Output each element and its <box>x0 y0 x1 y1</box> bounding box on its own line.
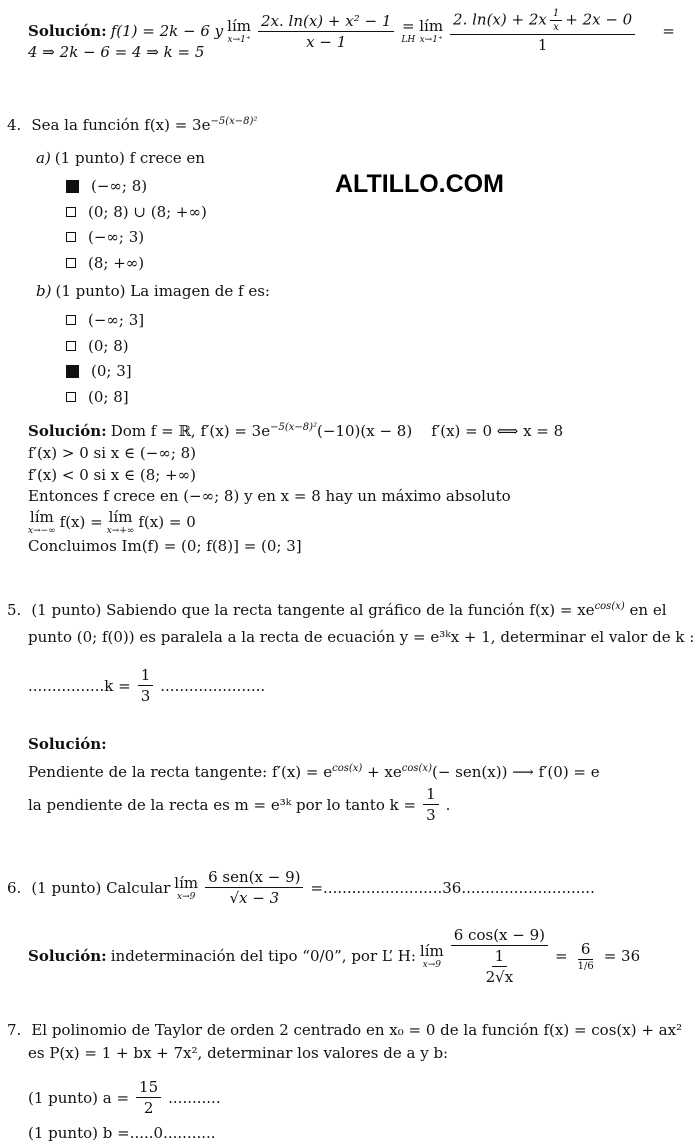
lim: lím <box>29 508 54 526</box>
q-number: 4. <box>7 116 22 134</box>
option-text: (−∞; 3] <box>88 311 145 329</box>
unchecked-box-icon[interactable] <box>66 258 76 268</box>
option-text: (−∞; 8) <box>91 177 148 195</box>
q7-line2: es P(x) = 1 + bx + 7x², determinar los valores de a y b: <box>28 1044 449 1062</box>
option-b-0[interactable] <box>66 311 144 329</box>
lim: lím <box>419 17 444 35</box>
lim-sub: x→9 <box>177 891 196 902</box>
num: 6 <box>578 940 594 960</box>
solution-label: Solución: <box>28 422 107 440</box>
q5-solution-line2 <box>28 785 450 824</box>
den: √x − 3 <box>229 889 280 907</box>
q6-solution <box>28 926 640 986</box>
num: 15 <box>136 1078 161 1098</box>
den: 3 <box>140 687 151 705</box>
num-b: + 2x − 0 <box>565 10 633 29</box>
eq: = <box>555 947 568 965</box>
exp: −5(x−8)² <box>270 422 318 433</box>
fraction <box>136 1078 161 1117</box>
q6-statement <box>7 868 595 907</box>
checked-box-icon[interactable] <box>66 365 79 378</box>
text: indeterminación del tipo “0/0”, por L’ H: <box>110 947 416 965</box>
q5-solution-label: Solución: <box>28 735 107 753</box>
den: 2 <box>143 1099 154 1117</box>
lim-sub: x→+∞ <box>106 526 135 536</box>
q5-line1 <box>7 601 667 619</box>
eq: = <box>402 17 415 35</box>
q4-solution-line1 <box>28 422 563 440</box>
option-text: (0; 8] <box>88 388 129 407</box>
text: ........... <box>168 1088 221 1107</box>
num-a: 2. ln(x) + 2x <box>453 10 547 29</box>
fraction <box>450 8 635 54</box>
option-a-1[interactable] <box>66 203 207 221</box>
den: 3 <box>426 806 436 824</box>
den: 1 <box>537 36 548 54</box>
num: 1 <box>550 8 562 21</box>
limit <box>174 874 198 902</box>
lim: lím <box>227 17 251 35</box>
q3-solution-line2: 4 ⇒ 2k − 6 = 4 ⇒ k = 5 <box>28 43 205 61</box>
unchecked-box-icon[interactable] <box>66 232 76 242</box>
q4-solution-line6: Concluimos Im(f) = (0; f(8)] = (0; 3] <box>28 537 302 555</box>
option-b-1[interactable] <box>66 337 129 355</box>
unchecked-box-icon[interactable] <box>66 392 76 402</box>
exp: cos(x) <box>594 601 625 612</box>
den: 1/6 <box>577 961 594 972</box>
option-text: (−∞; 3) <box>88 228 145 247</box>
den: 2√x <box>485 968 514 986</box>
text: (1 punto) La imagen de f es: <box>55 282 270 300</box>
text: Dom f = ℝ, f′(x) = 3e <box>110 422 271 440</box>
q4-solution-line5 <box>28 508 196 536</box>
lim: lím <box>419 942 444 960</box>
option-text: (0; 3] <box>91 362 132 381</box>
q-number: 7. <box>7 1021 22 1039</box>
part-label: a) <box>36 149 51 167</box>
q4-statement <box>7 116 257 134</box>
lim-sub: x→9 <box>422 960 441 970</box>
option-a-3[interactable] <box>66 254 144 272</box>
text: (1 punto) a = <box>28 1088 130 1107</box>
q4a-label <box>36 149 205 167</box>
text: f(x) = <box>59 513 103 531</box>
option-text: (0; 8) ∪ (8; +∞) <box>88 202 207 221</box>
text: ...................... <box>160 676 266 695</box>
text: (− sen(x)) ⟶ f′(0) = e <box>431 763 600 781</box>
exp: cos(x) <box>332 763 363 774</box>
limit <box>227 17 251 45</box>
num: 1 <box>423 785 439 805</box>
option-b-2[interactable] <box>66 362 132 380</box>
lim-sub: x→1⁺ <box>419 35 443 45</box>
lim-sub: x→1⁺ <box>227 35 251 45</box>
q7-answer-b: (1 punto) b =.....0........... <box>28 1124 216 1142</box>
q-number: 6. <box>7 878 22 897</box>
den: x <box>553 22 559 33</box>
eq: = <box>662 22 675 40</box>
num: 6 sen(x − 9) <box>205 868 303 888</box>
solution-label: Solución: <box>28 947 107 965</box>
q7-line1 <box>7 1021 682 1039</box>
text: (1 punto) f crece en <box>54 149 205 167</box>
fraction <box>451 926 548 986</box>
option-text: (0; 8) <box>88 336 129 355</box>
option-b-3[interactable] <box>66 388 129 406</box>
lh: LH <box>401 35 416 45</box>
text: (1 punto) Calcular <box>31 878 171 897</box>
den: x − 1 <box>306 32 347 51</box>
answer: =.........................36............................ <box>310 878 595 897</box>
q-number: 5. <box>7 601 22 619</box>
text: + xe <box>367 763 402 781</box>
unchecked-box-icon[interactable] <box>66 207 76 217</box>
q4-solution-line3: f′(x) < 0 si x ∈ (8; +∞) <box>28 466 197 484</box>
small-fraction <box>550 8 562 33</box>
q4b-label <box>36 282 270 300</box>
q5-line2: punto (0; f(0)) es paralela a la recta de ecuación y = e³ᵏx + 1, determinar el valor de k : <box>28 628 695 646</box>
exp: −5(x−8)² <box>210 116 258 127</box>
num: 1 <box>138 666 154 686</box>
watermark-logo: ALTILLO.COM <box>335 170 504 198</box>
num: 2x. ln(x) + x² − 1 <box>258 12 394 32</box>
text: El polinomio de Taylor de orden 2 centrado en x₀ = 0 de la función f(x) = cos(x) + ax² <box>31 1021 683 1039</box>
lim-sub: x→−∞ <box>28 526 56 536</box>
q5-solution-line1 <box>28 763 600 781</box>
text: en el <box>629 601 667 619</box>
lhopital-eq <box>401 17 415 45</box>
q4-solution-line2: f′(x) > 0 si x ∈ (−∞; 8) <box>28 444 197 462</box>
text: la pendiente de la recta es m = e³ᵏ por lo tanto k = <box>28 795 417 814</box>
q4-solution-line4: Entonces f crece en (−∞; 8) y en x = 8 hay un máximo absoluto <box>28 487 511 505</box>
exp: cos(x) <box>401 763 432 774</box>
solution-label: Solución: <box>28 22 107 40</box>
q7-answer-a <box>28 1078 221 1117</box>
text: (−10)(x − 8) f′(x) = 0 ⟺ x = 8 <box>317 422 564 440</box>
q5-answer <box>28 666 265 705</box>
option-a-2[interactable] <box>66 228 144 246</box>
limit <box>420 942 444 970</box>
text: f(1) = 2k − 6 y <box>110 22 224 40</box>
num <box>450 8 635 35</box>
fraction <box>258 12 394 51</box>
lim: lím <box>108 508 133 526</box>
limit <box>419 17 443 45</box>
num: 6 cos(x − 9) <box>451 926 548 946</box>
text: Sea la función f(x) = 3e <box>31 116 211 134</box>
text: (1 punto) Sabiendo que la recta tangente al gráfico de la función f(x) = xe <box>31 601 595 619</box>
text: ................k = <box>28 676 131 695</box>
num: 1 <box>492 947 508 967</box>
text: f(x) = 0 <box>138 513 196 531</box>
den <box>477 946 523 986</box>
fraction <box>138 666 154 705</box>
limit <box>107 508 135 536</box>
unchecked-box-icon[interactable] <box>66 341 76 351</box>
fraction <box>575 940 597 972</box>
inner-fraction <box>483 947 517 986</box>
option-text: (8; +∞) <box>88 254 145 273</box>
result: = 36 <box>603 947 641 965</box>
lim: lím <box>174 873 199 892</box>
text: Pendiente de la recta tangente: f′(x) = e <box>28 763 333 781</box>
unchecked-box-icon[interactable] <box>66 315 76 325</box>
fraction <box>205 868 303 907</box>
option-a-0[interactable] <box>66 177 147 195</box>
fraction <box>423 785 439 824</box>
text: . <box>445 795 451 814</box>
part-label: b) <box>36 282 52 300</box>
checked-box-icon[interactable] <box>66 180 79 193</box>
limit <box>28 508 56 536</box>
